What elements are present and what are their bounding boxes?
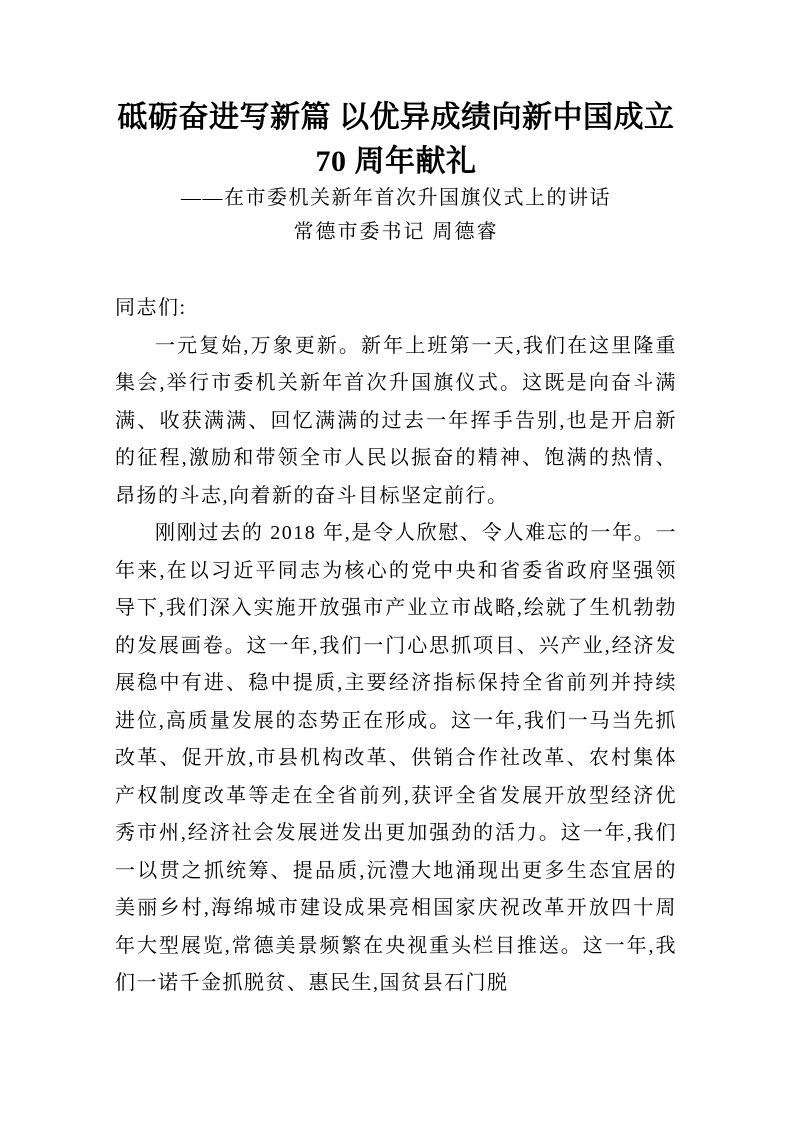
document-title-line-2: 70 周年献礼 <box>315 145 477 178</box>
document-content <box>115 96 677 1003</box>
body-paragraph: 刚刚过去的 2018 年,是令人欣慰、令人难忘的一年。一年来,在以习近平同志为核心的党中央和省委省政府坚强领导下,我们深入实施开放强市产业立市战略,绘就了生机勃勃的发展画卷。这一年,我们一门心思抓项目、兴产业,经济发展稳中有进、稳中提质,主要经济指标保持全省前列并持续进位,高质量发展的态势正在形成。这一年,我们一马当先抓改革、促开放,市县机构改革、供销合作社改革、农村集体产权制度改革等走在全省前列,获评全省发展开放型经济优秀市州,经济社会发展迸发出更加强劲的活力。这一年,我们一以贯之抓统筹、提品质,沅澧大地涌现出更多生态宜居的美丽乡村,海绵城市建设成果亮相国家庆祝改革开放四十周年大型展览,常德美景频繁在央视重头栏目推送。这一年,我们一诺千金抓脱贫、惠民生,国贫县石门脱 <box>115 522 677 994</box>
document-body <box>115 290 677 1003</box>
salutation: 同志们: <box>115 297 187 319</box>
document-title-line-1: 砥砺奋进写新篇 以优异成绩向新中国成立 <box>117 101 675 134</box>
body-paragraph: 一元复始,万象更新。新年上班第一天,我们在这里隆重集会,举行市委机关新年首次升国旗仪式。这既是向奋斗满满、收获满满、回忆满满的过去一年挥手告别,也是开启新的征程,激励和带领全市人民以振奋的精神、饱满的热情、昂扬的斗志,向着新的奋斗目标坚定前行。 <box>115 334 677 507</box>
document-subtitle: ——在市委机关新年首次升国旗仪式上的讲话 <box>181 187 611 209</box>
document-title <box>115 96 677 184</box>
document-byline: 常德市委书记 周德睿 <box>293 221 499 243</box>
